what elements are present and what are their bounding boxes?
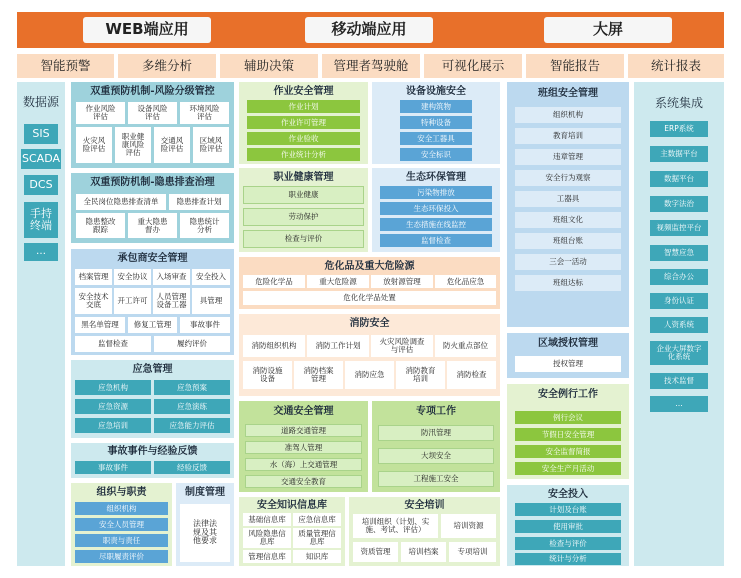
category-multi-analysis[interactable]: 多维分析 xyxy=(118,54,216,78)
safety-training-panel xyxy=(349,497,500,566)
duty-evaluation[interactable]: 尽职履责评价 xyxy=(75,550,168,563)
supervision-briefing[interactable]: 安全监督简报 xyxy=(515,445,621,458)
routine-work-panel xyxy=(507,384,629,479)
category-cockpit[interactable]: 管理者驾驶舱 xyxy=(322,54,420,78)
team-compliance[interactable]: 班组达标 xyxy=(515,275,621,291)
environment-risk-assess[interactable]: 环境风险 评估 xyxy=(180,102,229,124)
contractor-supervision[interactable]: 监督检查 xyxy=(75,336,151,352)
fire-emergency[interactable]: 消防应急 xyxy=(345,361,394,389)
contractor-title: 承包商安全管理 xyxy=(117,252,188,264)
integration-video-monitor[interactable]: 视频监控平台 xyxy=(650,220,708,236)
training-organization[interactable]: 培训组织（计划、实 施、考试、评估） xyxy=(353,514,438,538)
datasource-panel xyxy=(17,82,65,566)
contractor-repair-worker[interactable]: 修复工管理 xyxy=(128,317,177,333)
risk-info-db[interactable]: 风险隐患信 息库 xyxy=(243,528,291,548)
integration-tech-supervision[interactable]: 技术监督 xyxy=(650,373,708,389)
category-statistics-report[interactable]: 统计报表 xyxy=(628,54,724,78)
hazard-investigation-panel xyxy=(71,173,234,243)
duty-responsibility[interactable]: 职责与责任 xyxy=(75,534,168,547)
emergency-org[interactable]: 应急机构 xyxy=(75,380,151,395)
traffic-education[interactable]: 交通安全教育 xyxy=(245,475,362,488)
plan-ledger[interactable]: 计划及台账 xyxy=(515,503,621,516)
integration-office[interactable]: 综合办公 xyxy=(650,269,708,285)
construction-safety[interactable]: 工程施工安全 xyxy=(378,471,494,487)
emergency-title: 应急管理 xyxy=(132,363,173,375)
contractor-incident[interactable]: 事故事件 xyxy=(180,317,230,333)
safety-month-activity[interactable]: 安全生产月活动 xyxy=(515,462,621,475)
emergency-resource[interactable]: 应急资源 xyxy=(75,399,151,414)
contractor-tech-briefing[interactable]: 安全技术 交底 xyxy=(75,288,112,314)
category-smart-warning[interactable]: 智能预警 xyxy=(17,54,114,78)
work-statistics[interactable]: 作业统计分析 xyxy=(247,148,360,161)
hazard-rectify-track[interactable]: 隐患整改 跟踪 xyxy=(76,213,125,238)
fire-archives[interactable]: 消防档案 管理 xyxy=(294,361,343,389)
fire-org[interactable]: 消防组织机构 xyxy=(243,335,305,357)
eco-investment[interactable]: 生态环保投入 xyxy=(380,202,492,215)
inspection-evaluation[interactable]: 检查与评价 xyxy=(243,230,364,248)
chemical-emergency[interactable]: 危化品应急 xyxy=(435,275,496,288)
hazard-statistics[interactable]: 隐患统计 分析 xyxy=(180,213,229,238)
occupational-health-panel xyxy=(239,168,368,252)
investment-statistics[interactable]: 统计与分析 xyxy=(515,553,621,565)
hazardous-chemicals-title: 危化品及重大危险源 xyxy=(324,260,415,272)
facility-safety-title: 设备设施安全 xyxy=(406,85,466,97)
authorize-management[interactable]: 授权管理 xyxy=(515,356,621,372)
chemical-disposal[interactable]: 危化化学品处置 xyxy=(243,291,496,305)
contractor-archive[interactable]: 档案管理 xyxy=(75,269,112,285)
org-duty-title: 组织与职责 xyxy=(96,486,147,498)
rules-panel xyxy=(176,483,234,566)
usage-approval[interactable]: 使用审批 xyxy=(515,520,621,533)
knowledge-base-title: 安全知识信息库 xyxy=(257,499,327,511)
work-plan[interactable]: 作业计划 xyxy=(247,100,360,113)
qualification-management[interactable]: 资质管理 xyxy=(353,542,398,562)
buildings[interactable]: 建构筑物 xyxy=(400,100,472,113)
team-safety-panel xyxy=(507,82,629,327)
special-work-title: 专项工作 xyxy=(416,405,456,417)
investment-inspection[interactable]: 检查与评价 xyxy=(515,537,621,550)
labor-protection[interactable]: 劳动保护 xyxy=(243,208,364,226)
laws-regulations[interactable]: 法律法 规及其 他要求 xyxy=(180,504,230,562)
category-row xyxy=(17,54,724,78)
hazard-investigation-title: 双重预防机制-隐患排查治理 xyxy=(90,176,215,188)
emergency-info-db[interactable]: 应急信息库 xyxy=(293,513,341,526)
experience-feedback[interactable]: 经验反馈 xyxy=(154,461,230,474)
contractor-agreement[interactable]: 安全协议 xyxy=(114,269,151,285)
special-training[interactable]: 专项培训 xyxy=(449,542,496,562)
work-safety-panel xyxy=(239,82,368,164)
integration-identity[interactable]: 身份认证 xyxy=(650,293,708,309)
traffic-safety-panel xyxy=(239,401,368,492)
contractor-personnel[interactable]: 人员管理 设备工器 xyxy=(153,288,190,314)
risk-control-panel xyxy=(71,82,234,168)
routine-meeting[interactable]: 例行会议 xyxy=(515,411,621,424)
eco-online-monitor[interactable]: 生态措施在线监控 xyxy=(380,218,492,231)
team-safety-title: 班组安全管理 xyxy=(538,87,598,99)
special-work-panel xyxy=(372,401,500,492)
routine-work-title: 安全例行工作 xyxy=(538,388,598,400)
integration-hr[interactable]: 人资系统 xyxy=(650,317,708,333)
fire-work-plan[interactable]: 消防工作计划 xyxy=(307,335,369,357)
integration-digital-law[interactable]: 数字法治 xyxy=(650,196,708,212)
datasource-more[interactable]: … xyxy=(24,243,58,261)
occupational-health[interactable]: 职业健康 xyxy=(243,186,364,204)
integration-erp[interactable]: ERP系统 xyxy=(650,121,708,137)
flood-control[interactable]: 防汛管理 xyxy=(378,425,494,441)
contractor-performance[interactable]: 履约评价 xyxy=(154,336,230,352)
emergency-panel xyxy=(71,360,234,438)
org-structure[interactable]: 组织机构 xyxy=(75,502,168,515)
integration-digital-screen[interactable]: 企业大屏数字 化系统 xyxy=(650,341,708,365)
team-tools[interactable]: 工器具 xyxy=(515,191,621,207)
eco-protection-title: 生态环保管理 xyxy=(406,171,466,183)
datasource-title: 数据源 xyxy=(22,94,59,109)
knowledge-base-panel xyxy=(239,497,345,566)
team-culture[interactable]: 班组文化 xyxy=(515,212,621,228)
mobile-app-tab[interactable]: 移动端应用 xyxy=(305,17,433,43)
fire-safety-panel xyxy=(239,314,500,396)
safety-training-title: 安全培训 xyxy=(404,499,445,511)
quality-info-db[interactable]: 质量管理信 息库 xyxy=(293,528,341,548)
risk-control-title: 双重预防机制-风险分级管控 xyxy=(90,85,215,97)
emergency-plan[interactable]: 应急预案 xyxy=(154,380,230,395)
accident-event[interactable]: 事故事件 xyxy=(75,461,151,474)
radiation-source[interactable]: 放射源管理 xyxy=(371,275,433,288)
safety-investment-title: 安全投入 xyxy=(548,488,588,500)
fire-risk-assess[interactable]: 火灾风 险评估 xyxy=(76,127,112,163)
team-education[interactable]: 教育培训 xyxy=(515,128,621,144)
hazardous-chemical[interactable]: 危险化学品 xyxy=(243,275,305,288)
emergency-capability[interactable]: 应急能力评估 xyxy=(154,418,230,433)
emergency-training[interactable]: 应急培训 xyxy=(75,418,151,433)
work-acceptance[interactable]: 作业验收 xyxy=(247,132,360,145)
major-hazard-supervise[interactable]: 重大隐患 督办 xyxy=(128,213,177,238)
water-traffic[interactable]: 水（海）上交通管理 xyxy=(245,458,362,471)
fire-safety-title: 消防安全 xyxy=(349,317,390,329)
hazard-checklist[interactable]: 全民岗位隐患排查清单 xyxy=(76,194,166,210)
occupational-health-title: 职业健康管理 xyxy=(273,171,334,183)
fire-facilities[interactable]: 消防设施 设备 xyxy=(243,361,292,389)
datasource-dcs[interactable]: DCS xyxy=(24,175,58,195)
area-risk-assess[interactable]: 区域风 险评估 xyxy=(193,127,229,163)
datasource-handheld[interactable]: 手持 终端 xyxy=(24,202,58,238)
fire-key-areas[interactable]: 防火重点部位 xyxy=(435,335,496,357)
team-ledger[interactable]: 班组台账 xyxy=(515,233,621,249)
org-duty-panel xyxy=(71,483,172,566)
occupational-risk-assess[interactable]: 职业健 康风险 评估 xyxy=(115,127,151,163)
application-bar xyxy=(17,12,724,48)
fire-risk-survey[interactable]: 火灾风险调查 与评估 xyxy=(371,335,433,357)
violation-management[interactable]: 违章管理 xyxy=(515,149,621,165)
knowledge-db[interactable]: 知识库 xyxy=(293,550,341,563)
category-visualization[interactable]: 可视化展示 xyxy=(424,54,522,78)
contractor-start-permit[interactable]: 开工许可 xyxy=(114,288,151,314)
integration-more[interactable]: … xyxy=(650,396,708,412)
web-app-tab[interactable]: WEB端应用 xyxy=(83,17,211,43)
safety-personnel[interactable]: 安全人员管理 xyxy=(75,518,168,531)
basic-info-db[interactable]: 基础信息库 xyxy=(243,513,291,526)
category-decision-support[interactable]: 辅助决策 xyxy=(220,54,318,78)
area-authorize-title: 区域授权管理 xyxy=(538,337,598,349)
accident-feedback-panel xyxy=(71,443,234,478)
integration-smart-emergency[interactable]: 智慧应急 xyxy=(650,245,708,261)
accident-feedback-title: 事故事件与经验反馈 xyxy=(107,445,198,457)
safety-investment-panel xyxy=(507,485,629,566)
driver-management[interactable]: 准驾人管理 xyxy=(245,441,362,454)
safety-signs[interactable]: 安全标识 xyxy=(400,148,472,161)
team-org[interactable]: 组织机构 xyxy=(515,107,621,123)
integration-data-platform[interactable]: 数据平台 xyxy=(650,171,708,187)
area-authorize-panel xyxy=(507,333,629,378)
training-archive[interactable]: 培训档案 xyxy=(401,542,446,562)
system-integration-title: 系统集成 xyxy=(654,95,703,110)
road-traffic[interactable]: 道路交通管理 xyxy=(245,424,362,437)
work-permit[interactable]: 作业许可管理 xyxy=(247,116,360,129)
holiday-safety[interactable]: 节假日安全管理 xyxy=(515,428,621,441)
work-safety-title: 作业安全管理 xyxy=(273,85,334,97)
special-equipment[interactable]: 特种设备 xyxy=(400,116,472,129)
traffic-safety-title: 交通安全管理 xyxy=(273,405,334,417)
contractor-panel xyxy=(71,249,234,355)
system-integration-panel xyxy=(634,82,724,566)
eco-supervision[interactable]: 监督检查 xyxy=(380,234,492,247)
datasource-scada[interactable]: SCADA xyxy=(21,149,61,169)
work-risk-assess[interactable]: 作业风险 评估 xyxy=(76,102,125,124)
category-smart-report[interactable]: 智能报告 xyxy=(526,54,624,78)
eco-protection-panel xyxy=(372,168,500,252)
equipment-risk-assess[interactable]: 设备风险 评估 xyxy=(128,102,177,124)
hazardous-chemicals-panel xyxy=(239,257,500,309)
traffic-risk-assess[interactable]: 交通风 险评估 xyxy=(154,127,190,163)
training-resources[interactable]: 培训资源 xyxy=(441,514,496,538)
contractor-entry-review[interactable]: 入场审查 xyxy=(153,269,190,285)
three-meetings-activity[interactable]: 三会一活动 xyxy=(515,254,621,270)
contractor-safety-invest[interactable]: 安全投入 xyxy=(192,269,230,285)
facility-safety-panel xyxy=(372,82,500,164)
fire-education[interactable]: 消防教育 培训 xyxy=(396,361,445,389)
hazard-plan[interactable]: 隐患排查计划 xyxy=(169,194,229,210)
contractor-tool-manage[interactable]: 具管理 xyxy=(192,288,230,314)
management-info-db[interactable]: 管理信息库 xyxy=(243,550,291,563)
major-hazard-source[interactable]: 重大危险源 xyxy=(307,275,369,288)
behavior-observation[interactable]: 安全行为观察 xyxy=(515,170,621,186)
contractor-blacklist[interactable]: 黑名单管理 xyxy=(75,317,125,333)
datasource-sis[interactable]: SIS xyxy=(24,124,58,144)
dam-safety[interactable]: 大坝安全 xyxy=(378,448,494,464)
big-screen-tab[interactable]: 大屏 xyxy=(544,17,672,43)
safety-tools[interactable]: 安全工器具 xyxy=(400,132,472,145)
integration-master-data[interactable]: 主数据平台 xyxy=(650,146,708,162)
rules-title: 制度管理 xyxy=(185,486,225,498)
fire-inspection[interactable]: 消防检查 xyxy=(447,361,496,389)
pollutant-discharge[interactable]: 污染物排放 xyxy=(380,186,492,199)
emergency-drill[interactable]: 应急演练 xyxy=(154,399,230,414)
